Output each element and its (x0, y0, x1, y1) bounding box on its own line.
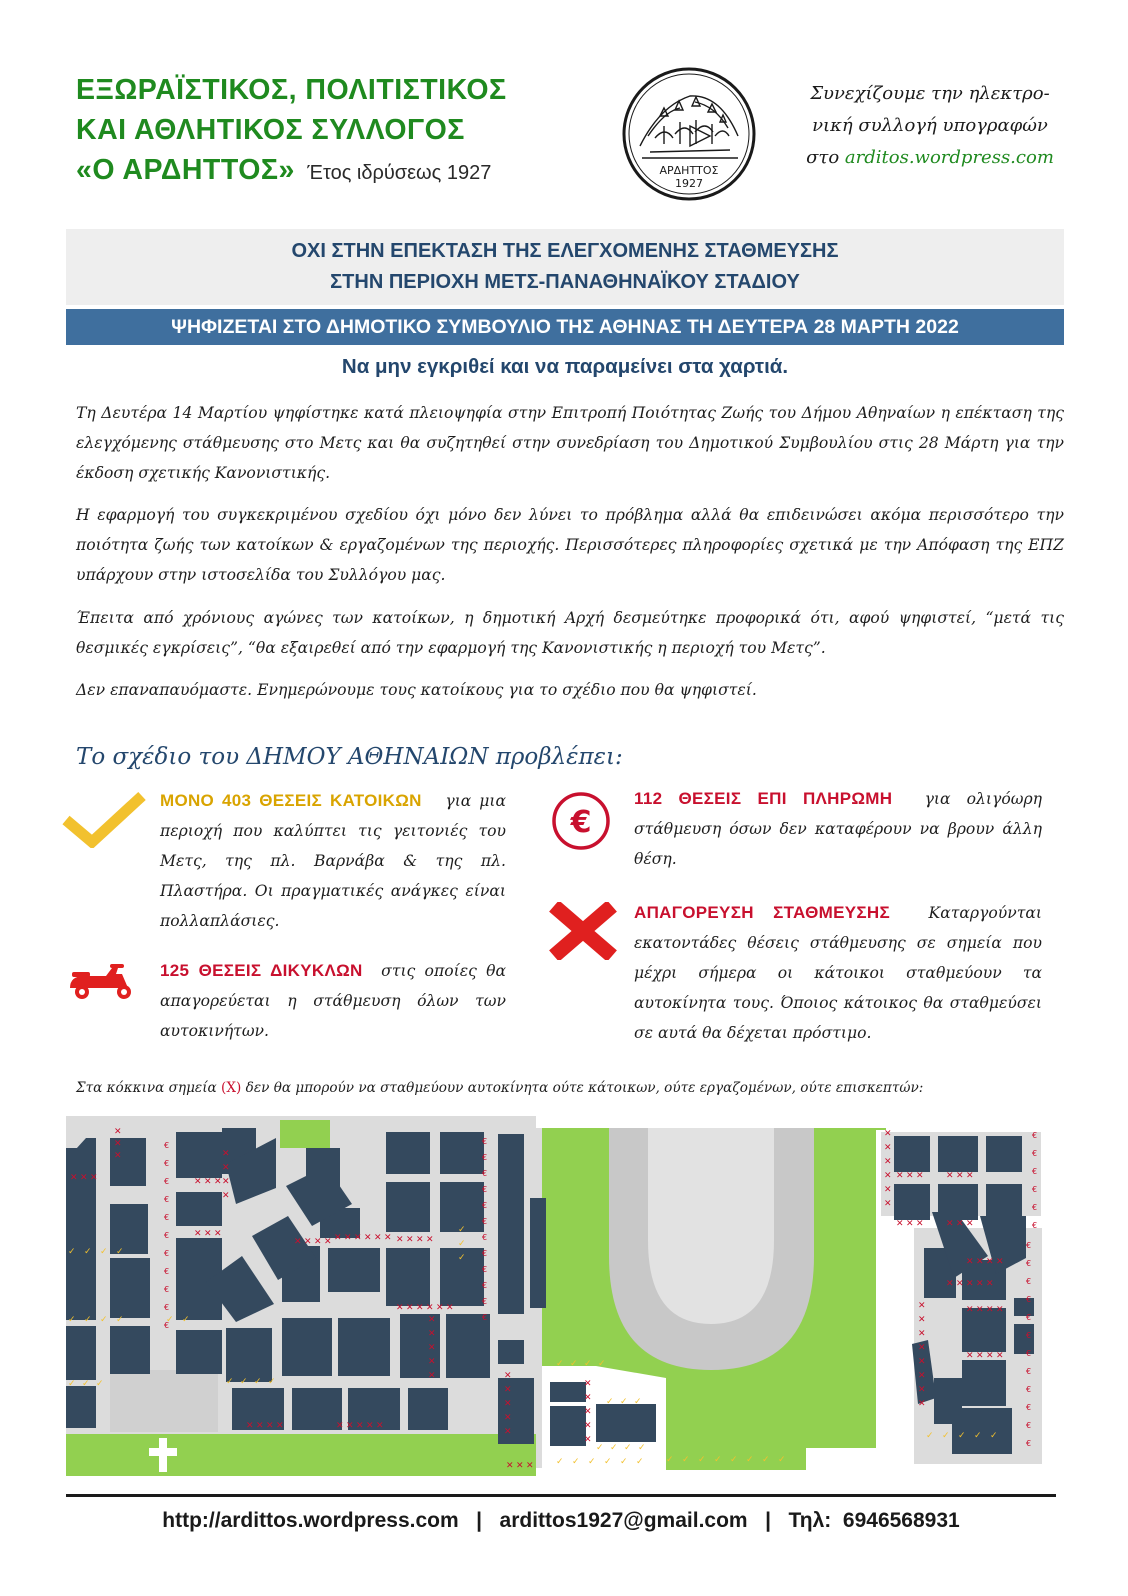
city-block (226, 1328, 272, 1382)
map-park-strip (66, 1434, 476, 1476)
no-parking-mark: ✕ (344, 1233, 352, 1243)
no-parking-mark: ✕ (406, 1303, 414, 1313)
scooter-icon (66, 962, 140, 1002)
resident-spot-mark: ✓ (746, 1455, 754, 1465)
resident-spot-mark: ✓ (570, 1359, 578, 1369)
no-parking-mark: ✕ (986, 1305, 994, 1315)
no-parking-mark: ✕ (506, 1461, 514, 1471)
no-parking-mark: ✕ (918, 1399, 926, 1409)
paragraph-1: Τη Δευτέρα 14 Μαρτίου ψηφίστηκε κατά πλειοψηφία στην Επιτροπή Ποιότητας Ζωής του Δήμου Αθηναίων η επέκταση της ελεγχόμενης στάθμευσης στο Μετς και θα συζητηθεί στην συνεδρίαση του Δημοτικού Συμβουλίου στις 28 Μάρτη για την έκδοση σχετικής Κανονιστικής. (76, 404, 1064, 482)
no-parking-mark: ✕ (426, 1235, 434, 1245)
resident-spot-mark: ✓ (556, 1457, 564, 1467)
city-block (446, 1314, 490, 1378)
resident-spot-mark: ✓ (762, 1455, 770, 1465)
organization-name (76, 70, 616, 193)
resident-spot-mark: ✓ (68, 1315, 76, 1325)
no-parking-mark: ✕ (222, 1163, 230, 1173)
no-parking-mark: ✕ (996, 1305, 1004, 1315)
paid-spot-mark: € (1026, 1259, 1032, 1268)
no-parking-mark: ✕ (966, 1171, 974, 1181)
city-block (530, 1198, 546, 1308)
city-block (176, 1330, 222, 1374)
paid-spot-mark: € (482, 1217, 488, 1226)
no-parking-mark: ✕ (114, 1151, 122, 1161)
plan-item-motorbike-spots (160, 956, 506, 1046)
no-parking-mark: ✕ (114, 1127, 122, 1137)
resident-spot-mark: ✓ (116, 1247, 124, 1257)
petition-pre: στο (806, 147, 845, 168)
subheading: Να μην εγκριθεί και να παραμείνει στα χαρτιά. (341, 355, 789, 378)
paid-spot-mark: € (1026, 1313, 1032, 1322)
paid-spot-mark: € (1032, 1203, 1038, 1212)
no-parking-mark: ✕ (354, 1233, 362, 1243)
no-parking-mark: ✕ (416, 1303, 424, 1313)
paid-spot-mark: € (482, 1201, 488, 1210)
paid-spot-mark: € (164, 1303, 170, 1312)
no-parking-mark: ✕ (194, 1229, 202, 1239)
resident-spot-mark: ✓ (240, 1377, 248, 1387)
city-block (386, 1182, 430, 1232)
city-block (338, 1318, 390, 1376)
no-parking-mark: ✕ (504, 1427, 512, 1437)
resident-spot-mark: ✓ (100, 1247, 108, 1257)
no-parking-mark: ✕ (428, 1329, 436, 1339)
no-parking-mark: ✕ (336, 1421, 344, 1431)
no-parking-mark: ✕ (204, 1229, 212, 1239)
paid-spot-mark: € (482, 1137, 488, 1146)
city-block (986, 1136, 1022, 1172)
resident-spot-mark: ✓ (458, 1225, 466, 1235)
no-parking-mark: ✕ (204, 1177, 212, 1187)
paragraph-2: Η εφαρμογή του συγκεκριμένου σχεδίου όχι μόνο δεν λύνει το πρόβλημα αλλά θα επιδεινώσει ακόμα περισσότερο την ποιότητα ζωής των κατοίκων & εργαζομένων της περιοχής. Περισσότερες πληροφορίες σχετικά με την Απόφαση της ΕΠΖ υπάρχουν στην ιστοσελίδα του Συλλόγου μας. (76, 506, 1064, 584)
resident-spot-mark: ✓ (638, 1443, 646, 1453)
resident-spot-mark: ✓ (636, 1457, 644, 1467)
no-parking-mark: ✕ (946, 1219, 954, 1229)
resident-spot-mark: ✓ (458, 1253, 466, 1263)
parking-ban-keyword: ΑΠΑΓΟΡΕΥΣΗ ΣΤΑΘΜΕΥΣΗΣ (634, 903, 890, 922)
no-parking-mark: ✕ (906, 1171, 914, 1181)
paid-spot-mark: € (482, 1249, 488, 1258)
no-parking-mark: ✕ (906, 1219, 914, 1229)
resident-spot-mark: ✓ (778, 1455, 786, 1465)
no-parking-mark: ✕ (956, 1171, 964, 1181)
map-plaza (110, 1370, 218, 1432)
no-parking-mark: ✕ (504, 1371, 512, 1381)
paragraph-3: Έπειτα από χρόνιους αγώνες των κατοίκων, η δημοτική Αρχή δεσμεύτηκε προφορικά ότι, αφού ψηφιστεί, “μετά τις θεσμικές εγκρίσεις”, “θα εξαιρεθεί από την εφαρμογή της Κανονιστικής η περιοχή του Μετς”. (76, 609, 1064, 657)
resident-spot-mark: ✓ (624, 1443, 632, 1453)
city-block (986, 1184, 1022, 1220)
paid-spot-mark: € (1026, 1421, 1032, 1430)
no-parking-mark: ✕ (996, 1257, 1004, 1267)
no-parking-mark: ✕ (918, 1315, 926, 1325)
no-parking-mark: ✕ (504, 1413, 512, 1423)
no-parking-mark: ✕ (446, 1303, 454, 1313)
no-parking-mark: ✕ (304, 1237, 312, 1247)
resident-spot-mark: ✓ (68, 1247, 76, 1257)
founded-year: Έτος ιδρύσεως 1927 (307, 162, 492, 184)
city-block (550, 1406, 586, 1446)
city-block (440, 1132, 484, 1174)
petition-link[interactable]: arditos.wordpress.com (844, 147, 1054, 168)
paid-spot-mark: € (1026, 1349, 1032, 1358)
org-name-line-3 (76, 150, 616, 193)
no-parking-mark: ✕ (916, 1171, 924, 1181)
city-block (328, 1248, 380, 1292)
city-block (66, 1326, 96, 1380)
resident-spot-mark: ✓ (958, 1431, 966, 1441)
check-icon (62, 790, 146, 848)
resident-spot-mark: ✓ (96, 1379, 104, 1389)
resident-spots-text: για μια περιοχή που καλύπτει τις γειτονιές του Μετς, της πλ. Βαρνάβα & της πλ. Πλαστήρα. Οι πραγματικές ανάγκες είναι πολλαπλάσιες. (160, 792, 506, 930)
org-name-line-1: ΕΞΩΡΑΪΣΤΙΚΟΣ, ΠΟΛΙΤΙΣΤΙΚΟΣ (76, 74, 507, 106)
city-block (176, 1132, 222, 1178)
no-parking-mark: ✕ (114, 1139, 122, 1149)
no-parking-mark: ✕ (918, 1329, 926, 1339)
no-parking-mark: ✕ (516, 1461, 524, 1471)
club-logo-emblem (620, 66, 758, 202)
footer-contact: http://ardittos.wordpress.com | ardittos1927@gmail.com | Τηλ: 6946568931 (162, 1509, 960, 1532)
paid-spot-mark: € (164, 1321, 170, 1330)
no-parking-mark: ✕ (896, 1219, 904, 1229)
resident-spot-mark: ✓ (620, 1457, 628, 1467)
paid-spot-mark: € (1026, 1367, 1032, 1376)
no-parking-mark: ✕ (884, 1129, 892, 1139)
no-parking-mark: ✕ (986, 1257, 994, 1267)
city-block (938, 1136, 978, 1172)
plan-item-resident-spots (160, 786, 506, 936)
no-parking-mark: ✕ (966, 1257, 974, 1267)
no-parking-mark: ✕ (966, 1305, 974, 1315)
paid-spot-mark: € (164, 1159, 170, 1168)
city-block (408, 1388, 448, 1430)
paid-spot-mark: € (164, 1285, 170, 1294)
paid-spot-mark: € (482, 1297, 488, 1306)
no-parking-mark: ✕ (956, 1279, 964, 1289)
no-parking-mark: ✕ (584, 1407, 592, 1417)
city-block (110, 1326, 150, 1374)
city-block (550, 1382, 586, 1402)
no-parking-mark: ✕ (374, 1233, 382, 1243)
resident-spot-mark: ✓ (84, 1315, 92, 1325)
main-title-line-2: ΣΤΗΝ ΠΕΡΙΟΧΗ ΜΕΤΣ-ΠΑΝΑΘΗΝΑΪΚΟΥ ΣΤΑΔΙΟΥ (330, 271, 800, 293)
no-parking-mark: ✕ (70, 1173, 78, 1183)
paid-spot-mark: € (1026, 1439, 1032, 1448)
org-short-name: «Ο ΑΡΔΗΤΤΟΣ» (76, 154, 295, 186)
no-parking-mark: ✕ (428, 1357, 436, 1367)
no-parking-mark: ✕ (436, 1303, 444, 1313)
resident-spot-mark: ✓ (254, 1377, 262, 1387)
no-parking-mark: ✕ (884, 1199, 892, 1209)
no-parking-mark: ✕ (976, 1305, 984, 1315)
online-petition-note (780, 78, 1080, 174)
petition-line-3 (780, 142, 1080, 174)
no-parking-mark: ✕ (584, 1379, 592, 1389)
resident-spot-mark: ✓ (714, 1455, 722, 1465)
no-parking-mark: ✕ (194, 1177, 202, 1187)
no-parking-mark: ✕ (504, 1399, 512, 1409)
paragraph-4: Δεν επαναπαυόμαστε. Ενημερώνουμε τους κατοίκους για το σχέδιο που θα ψηφιστεί. (76, 681, 757, 699)
no-parking-mark: ✕ (376, 1421, 384, 1431)
map-caption-mark: (Χ) (221, 1080, 242, 1096)
no-parking-mark: ✕ (266, 1421, 274, 1431)
map-stadium-field (648, 1128, 774, 1324)
no-parking-mark: ✕ (346, 1421, 354, 1431)
no-parking-mark: ✕ (976, 1279, 984, 1289)
paid-spot-mark: € (482, 1281, 488, 1290)
resident-spot-mark: ✓ (942, 1431, 950, 1441)
no-parking-mark: ✕ (364, 1233, 372, 1243)
no-parking-mark: ✕ (986, 1279, 994, 1289)
no-parking-mark: ✕ (314, 1237, 322, 1247)
paid-spot-mark: € (1026, 1295, 1032, 1304)
no-parking-mark: ✕ (946, 1279, 954, 1289)
city-block (110, 1258, 150, 1318)
resident-spot-mark: ✓ (730, 1455, 738, 1465)
paid-spot-mark: € (482, 1185, 488, 1194)
paid-spot-mark: € (164, 1141, 170, 1150)
paid-spot-mark: € (1026, 1241, 1032, 1250)
city-block (386, 1248, 430, 1306)
resident-spot-mark: ✓ (572, 1457, 580, 1467)
paid-spot-mark: € (482, 1153, 488, 1162)
resident-spot-mark: ✓ (682, 1455, 690, 1465)
no-parking-mark: ✕ (366, 1421, 374, 1431)
no-parking-mark: ✕ (90, 1173, 98, 1183)
no-parking-mark: ✕ (334, 1233, 342, 1243)
no-parking-mark: ✕ (976, 1351, 984, 1361)
paid-spot-mark: € (1032, 1131, 1038, 1140)
resident-spot-mark: ✓ (588, 1457, 596, 1467)
no-parking-mark: ✕ (526, 1461, 534, 1471)
main-title-line-1: ΟΧΙ ΣΤΗΝ ΕΠΕΚΤΑΣΗ ΤΗΣ ΕΛΕΓΧΟΜΕΝΗΣ ΣΤΑΘΜΕΥΣΗΣ (291, 240, 839, 262)
no-parking-mark: ✕ (918, 1357, 926, 1367)
city-block (498, 1340, 524, 1364)
resident-spot-mark: ✓ (974, 1431, 982, 1441)
no-parking-mark: ✕ (884, 1171, 892, 1181)
paid-spot-mark: € (1026, 1277, 1032, 1286)
no-parking-mark: ✕ (416, 1235, 424, 1245)
no-parking-mark: ✕ (966, 1351, 974, 1361)
resident-spot-mark: ✓ (100, 1315, 108, 1325)
petition-line-1: Συνεχίζουμε την ηλεκτρο- (810, 83, 1050, 104)
no-parking-mark: ✕ (884, 1185, 892, 1195)
paid-spots-keyword: 112 ΘΕΣΕΙΣ ΕΠΙ ΠΛΗΡΩΜΗ (634, 789, 893, 808)
resident-spot-mark: ✓ (182, 1315, 190, 1325)
paid-spot-mark: € (1032, 1185, 1038, 1194)
no-parking-mark: ✕ (222, 1191, 230, 1201)
resident-spot-mark: ✓ (84, 1247, 92, 1257)
no-parking-mark: ✕ (504, 1385, 512, 1395)
paid-spot-mark: € (1032, 1149, 1038, 1158)
resident-spot-mark: ✓ (268, 1377, 276, 1387)
resident-spot-mark: ✓ (596, 1443, 604, 1453)
resident-spot-mark: ✓ (584, 1359, 592, 1369)
resident-spot-mark: ✓ (666, 1455, 674, 1465)
paid-spots-text: για ολιγόωρη στάθμευση όσων δεν καταφέρουν να βρουν άλλη θέση. (634, 790, 1042, 868)
no-parking-mark: ✕ (428, 1371, 436, 1381)
no-parking-mark: ✕ (80, 1173, 88, 1183)
no-parking-mark: ✕ (396, 1303, 404, 1313)
no-parking-mark: ✕ (884, 1157, 892, 1167)
city-block (894, 1136, 930, 1172)
city-block (176, 1192, 222, 1226)
no-parking-mark: ✕ (916, 1219, 924, 1229)
paid-spot-mark: € (164, 1195, 170, 1204)
parking-zone-map (66, 1108, 1056, 1484)
paid-spot-mark: € (482, 1265, 488, 1274)
city-block (894, 1184, 930, 1220)
resident-spot-mark: ✓ (620, 1397, 628, 1407)
city-block (292, 1388, 342, 1430)
resident-spot-mark: ✓ (598, 1359, 606, 1369)
paid-spot-mark: € (164, 1213, 170, 1222)
paid-spot-mark: € (482, 1233, 488, 1242)
paid-spot-mark: € (164, 1267, 170, 1276)
resident-spot-mark: ✓ (556, 1359, 564, 1369)
no-parking-mark: ✕ (428, 1315, 436, 1325)
no-parking-mark: ✕ (966, 1219, 974, 1229)
no-parking-mark: ✕ (276, 1421, 284, 1431)
no-parking-mark: ✕ (294, 1237, 302, 1247)
no-parking-mark: ✕ (918, 1301, 926, 1311)
no-parking-mark: ✕ (918, 1343, 926, 1353)
logo-text-year: 1927 (675, 177, 703, 190)
no-parking-mark: ✕ (426, 1303, 434, 1313)
map-caption-pre: Στα κόκκινα σημεία (76, 1080, 222, 1096)
city-block (386, 1132, 430, 1174)
no-parking-mark: ✕ (384, 1233, 392, 1243)
no-parking-mark: ✕ (222, 1149, 230, 1159)
resident-spot-mark: ✓ (458, 1239, 466, 1249)
paid-spot-mark: € (1026, 1331, 1032, 1340)
no-parking-mark: ✕ (946, 1171, 954, 1181)
city-block (596, 1404, 656, 1442)
motorbike-spots-text: στις οποίες θα απαγορεύεται η στάθμευση όλων των αυτοκινήτων. (160, 962, 506, 1040)
parking-ban-text: Καταργούνται εκατοντάδες θέσεις στάθμευσης σε σημεία που μέχρι σήμερα οι κάτοικοι σταθμεύουν τα αυτοκίνητα τους. Όποιος κάτοικος θα σταθμεύσει σε αυτά θα δέχεται πρόστιμο. (634, 904, 1042, 1042)
resident-spot-mark: ✓ (166, 1315, 174, 1325)
resident-spots-keyword: ΜΟΝΟ 403 ΘΕΣΕΙΣ ΚΑΤΟΙΚΩΝ (160, 791, 422, 810)
paid-spot-mark: € (1032, 1167, 1038, 1176)
resident-spot-mark: ✓ (604, 1457, 612, 1467)
resident-spot-mark: ✓ (698, 1455, 706, 1465)
no-parking-mark: ✕ (246, 1421, 254, 1431)
paid-spot-mark: € (164, 1231, 170, 1240)
resident-spot-mark: ✓ (116, 1315, 124, 1325)
resident-spot-mark: ✓ (606, 1397, 614, 1407)
no-parking-mark: ✕ (214, 1229, 222, 1239)
resident-spot-mark: ✓ (68, 1379, 76, 1389)
euro-symbol: € (570, 805, 592, 840)
resident-spot-mark: ✓ (226, 1377, 234, 1387)
city-block (498, 1134, 524, 1314)
euro-icon (550, 790, 612, 852)
vote-banner: ΨΗΦΙΖΕΤΑΙ ΣΤΟ ΔΗΜΟΤΙΚΟ ΣΥΜΒΟΥΛΙΟ ΤΗΣ ΑΘΗΝΑΣ ΤΗ ΔΕΥΤΕΡΑ 28 ΜΑΡΤΗ 2022 (66, 309, 1064, 345)
no-parking-mark: ✕ (956, 1219, 964, 1229)
no-parking-mark: ✕ (986, 1351, 994, 1361)
city-block (282, 1318, 332, 1376)
city-block (66, 1258, 96, 1320)
no-parking-mark: ✕ (884, 1143, 892, 1153)
no-parking-mark: ✕ (584, 1421, 592, 1431)
paid-spot-mark: € (1026, 1385, 1032, 1394)
no-parking-mark: ✕ (222, 1177, 230, 1187)
no-parking-mark: ✕ (324, 1237, 332, 1247)
resident-spot-mark: ✓ (634, 1397, 642, 1407)
map-small-green (280, 1120, 330, 1148)
map-caption (76, 1080, 1076, 1096)
no-parking-x-icon (548, 902, 618, 960)
paid-spot-mark: € (482, 1313, 488, 1322)
no-parking-mark: ✕ (396, 1235, 404, 1245)
no-parking-mark: ✕ (256, 1421, 264, 1431)
no-parking-mark: ✕ (406, 1235, 414, 1245)
resident-spot-mark: ✓ (926, 1431, 934, 1441)
no-parking-mark: ✕ (584, 1435, 592, 1445)
plan-heading: Το σχέδιο του ΔΗΜΟΥ ΑΘΗΝΑΙΩΝ προβλέπει: (76, 744, 623, 770)
no-parking-mark: ✕ (966, 1279, 974, 1289)
petition-line-2: νική συλλογή υπογραφών (812, 115, 1048, 136)
plan-item-parking-ban (634, 898, 1042, 1048)
logo-text-name: ΑΡΔΗΤΤΟΣ (659, 164, 719, 177)
footer-divider (66, 1494, 1056, 1497)
org-name-line-2: ΚΑΙ ΑΘΛΗΤΙΚΟΣ ΣΥΛΛΟΓΟΣ (76, 114, 465, 146)
paid-spot-mark: € (164, 1177, 170, 1186)
resident-spot-mark: ✓ (610, 1443, 618, 1453)
no-parking-mark: ✕ (584, 1393, 592, 1403)
plan-item-paid-spots (634, 784, 1042, 874)
no-parking-mark: ✕ (918, 1385, 926, 1395)
motorbike-spots-keyword: 125 ΘΕΣΕΙΣ ΔΙΚΥΚΛΩΝ (160, 961, 363, 980)
resident-spot-mark: ✓ (990, 1431, 998, 1441)
paid-spot-mark: € (482, 1169, 488, 1178)
no-parking-mark: ✕ (428, 1343, 436, 1353)
no-parking-mark: ✕ (896, 1171, 904, 1181)
no-parking-mark: ✕ (356, 1421, 364, 1431)
no-parking-mark: ✕ (214, 1177, 222, 1187)
map-caption-post: δεν θα μπορούν να σταθμεύουν αυτοκίνητα ούτε κάτοικων, ούτε εργαζομένων, ούτε επισκεπτών: (241, 1080, 924, 1096)
no-parking-mark: ✕ (918, 1371, 926, 1381)
paid-spot-mark: € (164, 1249, 170, 1258)
no-parking-mark: ✕ (976, 1257, 984, 1267)
no-parking-mark: ✕ (996, 1351, 1004, 1361)
paid-spot-mark: € (1032, 1221, 1038, 1230)
paid-spot-mark: € (1026, 1403, 1032, 1412)
city-block (962, 1360, 1006, 1406)
main-title (66, 236, 1064, 298)
resident-spot-mark: ✓ (82, 1379, 90, 1389)
city-block (66, 1386, 96, 1428)
